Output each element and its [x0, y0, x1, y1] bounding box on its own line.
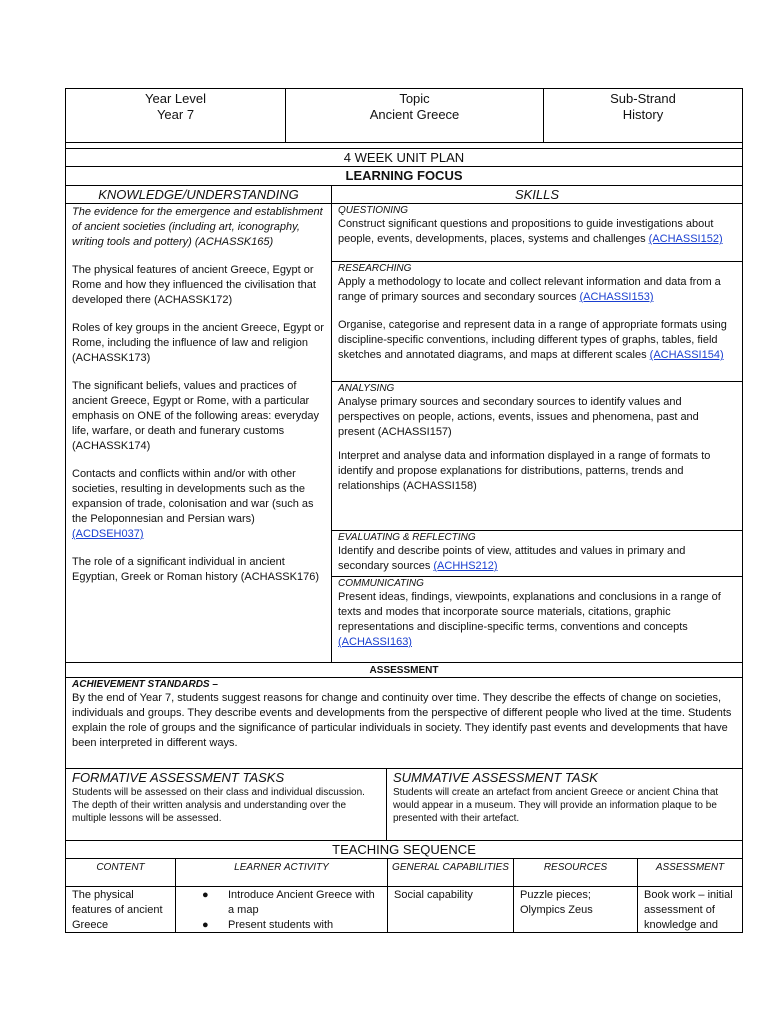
- curriculum-link[interactable]: (ACDSEH037): [72, 528, 144, 540]
- column-header: ASSESSMENT: [637, 859, 742, 886]
- knowledge-item: Contacts and conflicts within and/or with other societies, resulting in developments such as the expansion of trade, colonisation and war (such as the Peloponnesian and Persian wars) (ACDSEH037): [72, 468, 314, 540]
- skill-text: Present ideas, findings, viewpoints, explanations and conclusions in a range of texts and modes that incorporate source materials, citations, graphic representations and discipline-specific terms, conventions and concepts (ACHASSI163): [338, 591, 721, 648]
- teaching-sequence-header: [65, 859, 743, 887]
- activity-item: ● Present students with: [202, 919, 334, 931]
- skill-label: RESEARCHING: [338, 263, 412, 274]
- header-row: [65, 88, 743, 143]
- skill-researching: [332, 262, 742, 382]
- learning-focus-body: [65, 204, 743, 663]
- knowledge-item: The evidence for the emergence and establishment of ancient societies (including art, iconography, writing tools and pottery) (ACHASSK165): [72, 206, 323, 248]
- knowledge-item: The significant beliefs, values and practices of ancient Greece, Egypt or Rome, with a particular emphasis on ONE of the following areas: everyday life, warfare, or death and funerary customs (ACHASSK174): [72, 380, 320, 452]
- substrand-label: Sub-Strand: [610, 91, 676, 106]
- assessment-tasks-row: [65, 769, 743, 841]
- curriculum-link[interactable]: (ACHASSI152): [648, 233, 723, 245]
- learning-focus-title: LEARNING FOCUS: [65, 167, 743, 186]
- assessment-cell: Book work – initial assessment of knowledge and: [637, 887, 742, 932]
- column-header: GENERAL CAPABILITIES: [387, 859, 513, 886]
- knowledge-item: The physical features of ancient Greece, Egypt or Rome and how they influenced the civilisation that developed there (ACHASSK172): [72, 264, 316, 306]
- curriculum-link[interactable]: (ACHASSI154): [649, 349, 724, 361]
- curriculum-link[interactable]: (ACHASSI153): [579, 291, 654, 303]
- knowledge-item: Roles of key groups in the ancient Greece, Egypt or Rome, including the influence of law and religion (ACHASSK173): [72, 322, 324, 364]
- activity-list: [194, 888, 381, 933]
- year-level-cell: [66, 89, 285, 142]
- formative-heading: FORMATIVE ASSESSMENT TASKS: [72, 770, 285, 785]
- unit-plan-document: [65, 88, 743, 933]
- formative-line: The depth of their written analysis and understanding over the multiple lessons will be assessed.: [72, 800, 347, 824]
- summative-cell: [386, 769, 742, 840]
- formative-line: Students will be assessed on their class and individual discussion.: [72, 787, 365, 798]
- summative-text: Students will create an artefact from ancient Greece or ancient China that would appear in a museum. They will provide an information plaque to be presented with their artefact.: [393, 787, 719, 824]
- substrand-cell: [543, 89, 742, 142]
- formative-cell: [66, 769, 386, 840]
- teaching-sequence-title: TEACHING SEQUENCE: [65, 841, 743, 859]
- teaching-sequence-row: [65, 887, 743, 933]
- activity-item: ● Introduce Ancient Greece with a map: [202, 889, 375, 916]
- skill-evaluating: [332, 531, 742, 577]
- unit-plan-title: 4 WEEK UNIT PLAN: [65, 149, 743, 167]
- resources-cell: Puzzle pieces; Olympics Zeus: [513, 887, 637, 932]
- summative-heading: SUMMATIVE ASSESSMENT TASK: [393, 770, 598, 785]
- achievement-label: ACHIEVEMENT STANDARDS –: [72, 679, 218, 690]
- substrand-value: History: [622, 107, 664, 122]
- focus-headings-row: [65, 186, 743, 204]
- skill-text: Apply a methodology to locate and collect relevant information and data from a range of primary sources and secondary sources (ACHASSI153): [338, 276, 721, 303]
- skill-analysing: [332, 382, 742, 531]
- skill-text: Organise, categorise and represent data in a range of appropriate formats using discipline-specific conventions, including different types of graphs, tables, field sketches and annotated diagrams, and maps at different scales (ACHASSI154): [338, 319, 727, 361]
- column-header: RESOURCES: [513, 859, 637, 886]
- achievement-text: By the end of Year 7, students suggest reasons for change and continuity over time. They describe the effects of change on societies, individuals and groups. They describe events and developments from the perspective of different people who lived at the time. Students explain the role of groups and the significance of particular individuals in society. They identify past events and developments that have been interpreted in different ways.: [72, 692, 732, 749]
- year-level-label: Year Level: [145, 91, 206, 106]
- knowledge-item: The role of a significant individual in ancient Egyptian, Greek or Roman history (ACHASSK176): [72, 556, 319, 583]
- skill-text: Interpret and analyse data and information displayed in a range of formats to identify and propose explanations for distributions, patterns, trends and relationships (ACHASSI158): [338, 450, 711, 492]
- activity-cell: [175, 887, 387, 932]
- topic-value: Ancient Greece: [369, 107, 460, 122]
- achievement-standards: [65, 678, 743, 769]
- skill-questioning: [332, 204, 742, 262]
- skill-label: QUESTIONING: [338, 205, 409, 216]
- content-cell: The physical features of ancient Greece: [72, 889, 163, 931]
- capabilities-cell: Social capability: [387, 887, 513, 932]
- skill-label: COMMUNICATING: [338, 578, 424, 589]
- skill-text: Identify and describe points of view, attitudes and values in primary and secondary sources (ACHHS212): [338, 545, 686, 572]
- column-header: CONTENT: [96, 862, 145, 873]
- skills-list: [331, 204, 742, 662]
- curriculum-link[interactable]: (ACHASSI163): [338, 636, 412, 648]
- achievement-content: [66, 678, 742, 768]
- skill-text: Analyse primary sources and secondary sources to identify values and perspectives on people, actions, events, issues and phenomena, past and present (ACHASSI157): [338, 396, 699, 438]
- column-header: LEARNER ACTIVITY: [175, 859, 387, 886]
- skills-heading: SKILLS: [331, 186, 742, 203]
- topic-cell: [285, 89, 543, 142]
- skill-text: Construct significant questions and propositions to guide investigations about people, events, developments, places, systems and challenges (ACHASSI152): [338, 218, 723, 245]
- assessment-title: ASSESSMENT: [65, 663, 743, 678]
- curriculum-link[interactable]: (ACHHS212): [433, 560, 498, 572]
- skill-label: EVALUATING & REFLECTING: [338, 532, 476, 543]
- skill-label: ANALYSING: [338, 383, 395, 394]
- skill-communicating: [332, 577, 742, 662]
- topic-label: Topic: [399, 91, 430, 106]
- year-level-value: Year 7: [156, 107, 195, 122]
- knowledge-heading: KNOWLEDGE/UNDERSTANDING: [98, 187, 299, 202]
- knowledge-list: [66, 204, 331, 662]
